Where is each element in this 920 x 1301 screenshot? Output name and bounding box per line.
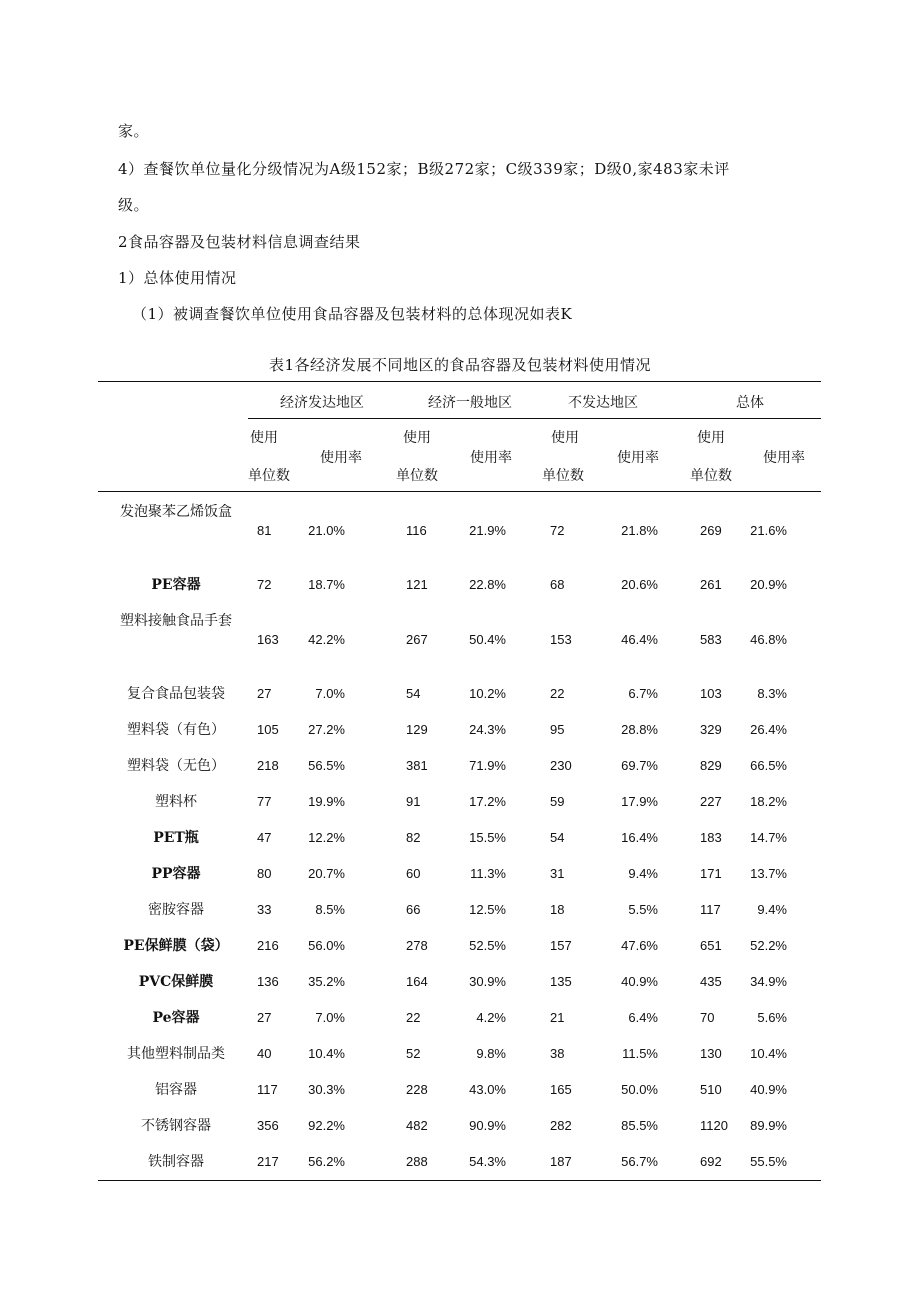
table-row — [0, 820, 920, 856]
cell-unit-count: 135 — [550, 974, 572, 989]
row-label: 塑料接触食品手套 — [120, 613, 232, 629]
row-label: Pe容器 — [152, 1010, 200, 1026]
cell-unit-count: 130 — [700, 1046, 722, 1061]
table-row — [0, 964, 920, 1000]
cell-unit-count: 651 — [700, 938, 722, 953]
table-row — [0, 1000, 920, 1036]
table-row — [0, 494, 920, 567]
subheader-units-line1-1: 使用 — [250, 430, 278, 446]
subheader-rate-3: 使用率 — [617, 450, 659, 466]
cell-usage-rate: 30.9% — [469, 974, 506, 989]
row-label: 塑料袋（无色） — [127, 758, 225, 774]
cell-usage-rate: 10.4% — [308, 1046, 345, 1061]
cell-usage-rate: 15.5% — [469, 830, 506, 845]
cell-unit-count: 157 — [550, 938, 572, 953]
cell-unit-count: 583 — [700, 632, 722, 647]
subheader-units-line1-4: 使用 — [697, 430, 725, 446]
cell-usage-rate: 50.0% — [621, 1082, 658, 1097]
cell-usage-rate: 21.8% — [621, 523, 658, 538]
cell-unit-count: 356 — [257, 1118, 279, 1133]
cell-unit-count: 329 — [700, 722, 722, 737]
cell-unit-count: 52 — [406, 1046, 421, 1061]
cell-usage-rate: 50.4% — [469, 632, 506, 647]
cell-usage-rate: 89.9% — [750, 1118, 787, 1133]
cell-usage-rate: 46.8% — [750, 632, 787, 647]
table-caption: 表1各经济发展不同地区的食品容器及包装材料使用情况 — [268, 356, 652, 374]
cell-usage-rate: 7.0% — [315, 1010, 345, 1025]
cell-unit-count: 91 — [406, 794, 421, 809]
cell-usage-rate: 71.9% — [469, 758, 506, 773]
subheader-rate-2: 使用率 — [470, 450, 512, 466]
cell-unit-count: 187 — [550, 1154, 572, 1169]
table-row — [0, 892, 920, 928]
table-row — [0, 676, 920, 712]
row-label: PVC保鲜膜 — [138, 974, 214, 990]
cell-usage-rate: 5.5% — [628, 902, 658, 917]
table-row — [0, 1036, 920, 1072]
paragraph-3: 级。 — [118, 196, 150, 214]
cell-usage-rate: 66.5% — [750, 758, 787, 773]
cell-usage-rate: 19.9% — [308, 794, 345, 809]
subheader-units-line1-2: 使用 — [403, 430, 431, 446]
row-label: 塑料袋（有色） — [127, 722, 225, 738]
table-mid-rule — [248, 418, 821, 419]
cell-unit-count: 165 — [550, 1082, 572, 1097]
cell-usage-rate: 52.5% — [469, 938, 506, 953]
cell-usage-rate: 14.7% — [750, 830, 787, 845]
cell-usage-rate: 56.5% — [308, 758, 345, 773]
row-label: 密胺容器 — [148, 902, 204, 918]
cell-unit-count: 54 — [550, 830, 565, 845]
cell-usage-rate: 69.7% — [621, 758, 658, 773]
table-row — [0, 856, 920, 892]
row-label: 发泡聚苯乙烯饭盒 — [120, 504, 232, 520]
cell-usage-rate: 11.5% — [622, 1046, 658, 1061]
cell-usage-rate: 12.5% — [469, 902, 506, 917]
section-heading: 2食品容器及包装材料信息调查结果 — [118, 233, 361, 251]
cell-usage-rate: 46.4% — [621, 632, 658, 647]
cell-unit-count: 288 — [406, 1154, 428, 1169]
subsection-heading: 1）总体使用情况 — [118, 269, 237, 287]
cell-usage-rate: 35.2% — [308, 974, 345, 989]
cell-unit-count: 510 — [700, 1082, 722, 1097]
row-label: PP容器 — [151, 866, 201, 882]
cell-usage-rate: 28.8% — [621, 722, 658, 737]
cell-unit-count: 269 — [700, 523, 722, 538]
cell-usage-rate: 16.4% — [621, 830, 658, 845]
cell-unit-count: 72 — [257, 577, 272, 592]
row-label: PET瓶 — [153, 830, 199, 846]
table-row — [0, 1108, 920, 1144]
cell-usage-rate: 56.2% — [308, 1154, 345, 1169]
cell-unit-count: 22 — [550, 686, 565, 701]
header-region-overall: 总体 — [736, 395, 764, 411]
cell-usage-rate: 20.7% — [308, 866, 345, 881]
cell-usage-rate: 12.2% — [308, 830, 345, 845]
cell-unit-count: 31 — [550, 866, 565, 881]
cell-usage-rate: 34.9% — [750, 974, 787, 989]
cell-usage-rate: 11.3% — [470, 866, 506, 881]
cell-unit-count: 278 — [406, 938, 428, 953]
cell-unit-count: 227 — [700, 794, 722, 809]
cell-unit-count: 68 — [550, 577, 565, 592]
cell-unit-count: 59 — [550, 794, 565, 809]
cell-unit-count: 171 — [700, 866, 722, 881]
cell-unit-count: 60 — [406, 866, 421, 881]
row-label: 铝容器 — [155, 1082, 197, 1098]
cell-unit-count: 66 — [406, 902, 421, 917]
cell-unit-count: 103 — [700, 686, 722, 701]
cell-unit-count: 217 — [257, 1154, 279, 1169]
row-label: 不锈钢容器 — [141, 1118, 211, 1134]
cell-usage-rate: 10.4% — [750, 1046, 787, 1061]
cell-usage-rate: 40.9% — [621, 974, 658, 989]
cell-unit-count: 22 — [406, 1010, 421, 1025]
row-label: PE保鲜膜（袋） — [123, 938, 229, 954]
cell-usage-rate: 6.7% — [628, 686, 658, 701]
table-row — [0, 567, 920, 603]
cell-unit-count: 77 — [257, 794, 272, 809]
subheader-units-line2-4: 单位数 — [690, 468, 732, 484]
cell-unit-count: 81 — [257, 523, 272, 538]
subheader-units-line2-1: 单位数 — [248, 468, 290, 484]
cell-unit-count: 153 — [550, 632, 572, 647]
cell-usage-rate: 47.6% — [621, 938, 658, 953]
cell-unit-count: 267 — [406, 632, 428, 647]
cell-usage-rate: 54.3% — [469, 1154, 506, 1169]
cell-unit-count: 164 — [406, 974, 428, 989]
cell-unit-count: 95 — [550, 722, 565, 737]
cell-usage-rate: 6.4% — [628, 1010, 658, 1025]
cell-usage-rate: 56.7% — [621, 1154, 658, 1169]
table-row — [0, 603, 920, 676]
cell-unit-count: 117 — [700, 902, 721, 917]
paragraph-intro: （1）被调查餐饮单位使用食品容器及包装材料的总体现况如表K — [132, 305, 573, 323]
cell-usage-rate: 92.2% — [308, 1118, 345, 1133]
cell-usage-rate: 17.9% — [621, 794, 658, 809]
cell-usage-rate: 90.9% — [469, 1118, 506, 1133]
cell-usage-rate: 42.2% — [308, 632, 345, 647]
cell-usage-rate: 9.8% — [476, 1046, 506, 1061]
cell-unit-count: 381 — [406, 758, 428, 773]
cell-unit-count: 80 — [257, 866, 272, 881]
cell-usage-rate: 21.9% — [469, 523, 506, 538]
cell-usage-rate: 52.2% — [750, 938, 787, 953]
table-row — [0, 712, 920, 748]
table-row — [0, 928, 920, 964]
cell-usage-rate: 24.3% — [469, 722, 506, 737]
table-bottom-rule — [98, 1180, 821, 1181]
cell-unit-count: 692 — [700, 1154, 722, 1169]
cell-usage-rate: 5.6% — [757, 1010, 787, 1025]
cell-unit-count: 47 — [257, 830, 272, 845]
table-top-rule — [98, 381, 821, 382]
cell-usage-rate: 21.0% — [308, 523, 345, 538]
cell-unit-count: 435 — [700, 974, 722, 989]
cell-usage-rate: 55.5% — [750, 1154, 787, 1169]
cell-usage-rate: 17.2% — [469, 794, 506, 809]
cell-unit-count: 33 — [257, 902, 272, 917]
subheader-units-line1-3: 使用 — [551, 430, 579, 446]
cell-usage-rate: 26.4% — [750, 722, 787, 737]
row-label: 复合食品包装袋 — [127, 686, 225, 702]
paragraph-2: 4）查餐饮单位量化分级情况为A级152家；B级272家；C级339家；D级0,家483家未评 — [118, 160, 730, 178]
cell-unit-count: 72 — [550, 523, 565, 538]
cell-unit-count: 116 — [406, 523, 427, 538]
cell-unit-count: 121 — [406, 577, 428, 592]
cell-usage-rate: 13.7% — [750, 866, 787, 881]
cell-unit-count: 482 — [406, 1118, 428, 1133]
header-region-underdeveloped: 不发达地区 — [568, 395, 638, 411]
cell-unit-count: 136 — [257, 974, 279, 989]
cell-usage-rate: 85.5% — [621, 1118, 658, 1133]
cell-unit-count: 1120 — [700, 1118, 728, 1133]
cell-unit-count: 54 — [406, 686, 421, 701]
cell-usage-rate: 20.9% — [750, 577, 787, 592]
cell-usage-rate: 7.0% — [315, 686, 345, 701]
subheader-units-line2-2: 单位数 — [396, 468, 438, 484]
table-row — [0, 1072, 920, 1108]
cell-unit-count: 40 — [257, 1046, 272, 1061]
row-label: 其他塑料制品类 — [127, 1046, 225, 1062]
cell-usage-rate: 20.6% — [621, 577, 658, 592]
cell-unit-count: 38 — [550, 1046, 565, 1061]
cell-unit-count: 230 — [550, 758, 572, 773]
row-label: 铁制容器 — [148, 1154, 204, 1170]
cell-unit-count: 183 — [700, 830, 722, 845]
cell-unit-count: 21 — [550, 1010, 565, 1025]
cell-usage-rate: 43.0% — [469, 1082, 506, 1097]
header-region-developed: 经济发达地区 — [280, 395, 364, 411]
row-label: PE容器 — [151, 577, 201, 593]
cell-usage-rate: 8.5% — [315, 902, 345, 917]
cell-usage-rate: 10.2% — [469, 686, 506, 701]
cell-unit-count: 129 — [406, 722, 428, 737]
cell-usage-rate: 8.3% — [757, 686, 787, 701]
cell-unit-count: 27 — [257, 1010, 272, 1025]
cell-unit-count: 216 — [257, 938, 279, 953]
cell-usage-rate: 30.3% — [308, 1082, 345, 1097]
cell-usage-rate: 4.2% — [476, 1010, 506, 1025]
cell-usage-rate: 21.6% — [750, 523, 787, 538]
cell-unit-count: 282 — [550, 1118, 572, 1133]
cell-unit-count: 117 — [257, 1082, 278, 1097]
table-header-rule — [98, 491, 821, 492]
cell-usage-rate: 18.7% — [308, 577, 345, 592]
cell-usage-rate: 9.4% — [628, 866, 658, 881]
cell-unit-count: 163 — [257, 632, 279, 647]
cell-unit-count: 105 — [257, 722, 279, 737]
table-row — [0, 784, 920, 820]
cell-unit-count: 829 — [700, 758, 722, 773]
subheader-rate-1: 使用率 — [320, 450, 362, 466]
table-row — [0, 748, 920, 784]
table-row — [0, 1144, 920, 1180]
cell-unit-count: 218 — [257, 758, 279, 773]
header-region-average: 经济一般地区 — [428, 395, 512, 411]
subheader-units-line2-3: 单位数 — [542, 468, 584, 484]
cell-usage-rate: 18.2% — [750, 794, 787, 809]
cell-usage-rate: 22.8% — [469, 577, 506, 592]
cell-unit-count: 70 — [700, 1010, 715, 1025]
cell-unit-count: 261 — [700, 577, 722, 592]
cell-usage-rate: 40.9% — [750, 1082, 787, 1097]
cell-usage-rate: 56.0% — [308, 938, 345, 953]
cell-usage-rate: 9.4% — [757, 902, 787, 917]
row-label: 塑料杯 — [155, 794, 197, 810]
cell-usage-rate: 27.2% — [308, 722, 345, 737]
paragraph-1: 家。 — [118, 122, 150, 140]
subheader-rate-4: 使用率 — [763, 450, 805, 466]
cell-unit-count: 27 — [257, 686, 272, 701]
cell-unit-count: 18 — [550, 902, 565, 917]
cell-unit-count: 82 — [406, 830, 421, 845]
cell-unit-count: 228 — [406, 1082, 428, 1097]
